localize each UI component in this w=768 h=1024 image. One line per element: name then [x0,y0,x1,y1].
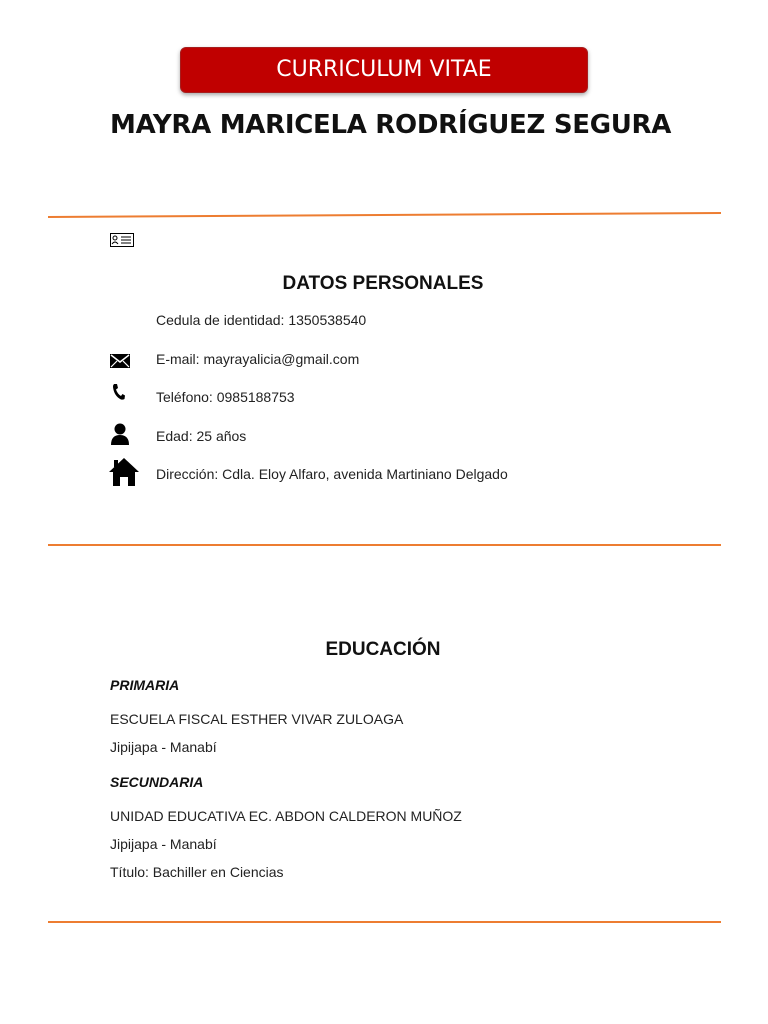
primary-heading: PRIMARIA [110,677,180,693]
secondary-heading: SECUNDARIA [110,774,204,790]
phone-text: Teléfono: 0985188753 [156,389,295,405]
phone-icon [112,383,126,401]
divider-top [48,210,723,220]
email-text: E-mail: mayrayalicia@gmail.com [156,351,360,367]
secondary-degree: Título: Bachiller en Ciencias [110,864,284,880]
personal-data-title: DATOS PERSONALES [282,273,484,294]
candidate-name: MAYRA MARICELA RODRÍGUEZ SEGURA [110,110,672,140]
cv-title-banner: CURRICULUM VITAE [180,47,588,93]
divider-middle [48,544,721,546]
secondary-school: UNIDAD EDUCATIVA EC. ABDON CALDERON MUÑOZ [110,808,462,824]
primary-location: Jipijapa - Manabí [110,739,217,755]
id-number-text: Cedula de identidad: 1350538540 [156,312,367,328]
age-text: Edad: 25 años [156,428,247,444]
education-title: EDUCACIÓN [325,639,441,660]
house-icon [108,457,140,487]
person-icon [110,423,130,445]
primary-school: ESCUELA FISCAL ESTHER VIVAR ZULOAGA [110,711,404,727]
envelope-icon [110,354,130,368]
secondary-location: Jipijapa - Manabí [110,836,217,852]
address-text: Dirección: Cdla. Eloy Alfaro, avenida Martiniano Delgado [156,466,508,482]
id-card-icon [110,233,134,247]
divider-bottom [48,921,721,923]
